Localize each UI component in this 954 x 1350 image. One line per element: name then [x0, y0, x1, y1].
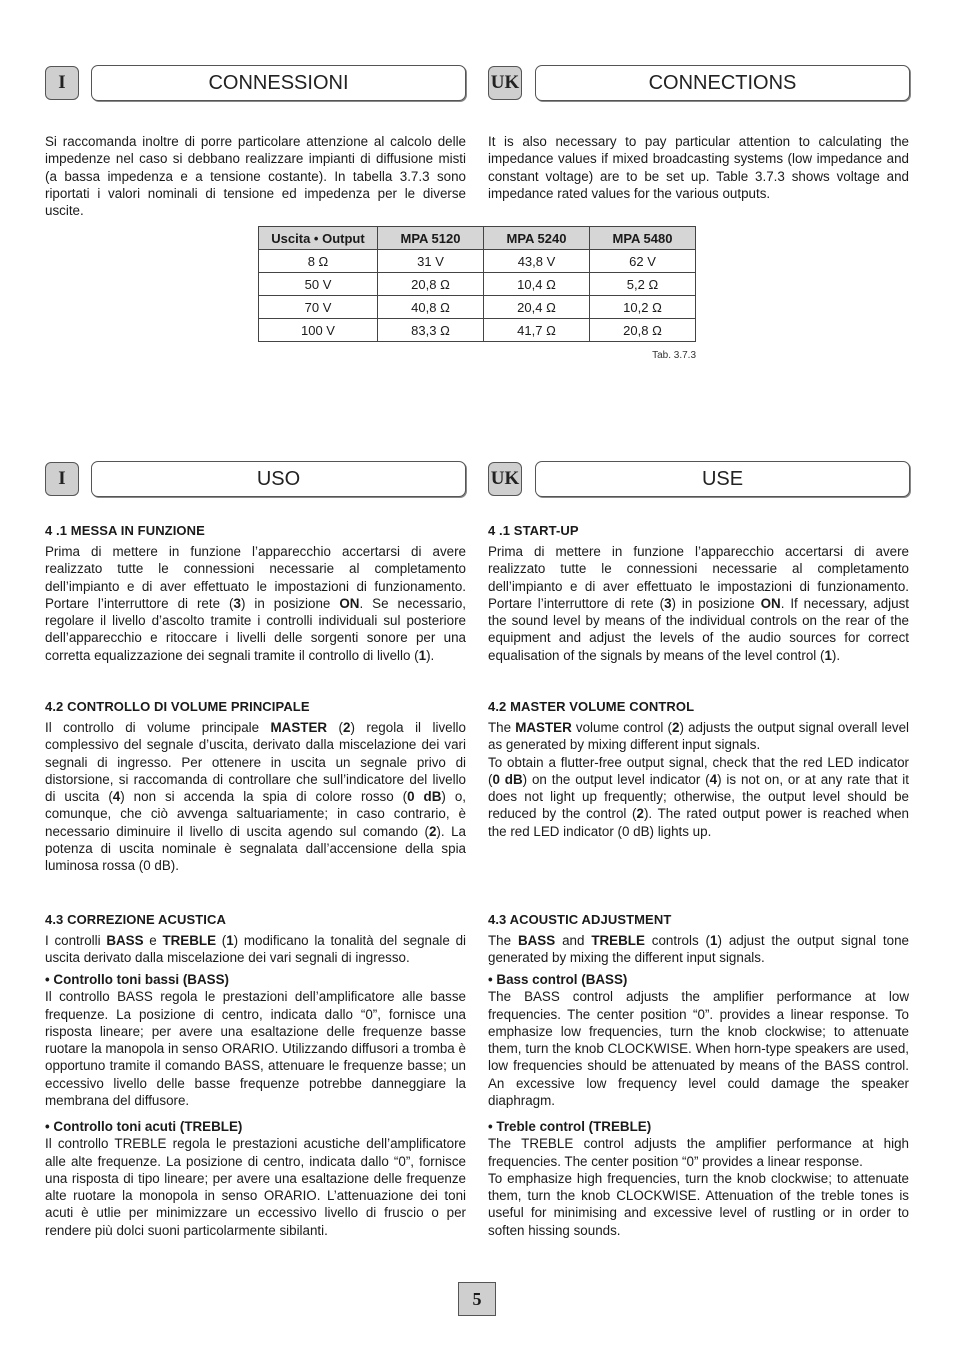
table-cell: 50 V: [259, 273, 378, 296]
table-cell: 5,2 Ω: [590, 273, 696, 296]
correzione-intro-paragraph: I controlli BASS e TREBLE (1) modificano la tonalità del segnale di uscita derivato dalla miscelazione dei vari segnali di ingresso.: [45, 933, 467, 966]
heading-start-up: 4 .1 START-UP: [488, 523, 579, 538]
table-cell: 8 Ω: [259, 250, 378, 273]
table-cell: 31 V: [378, 250, 484, 273]
acoustic-intro-paragraph: The BASS and TREBLE controls (1) adjust the output signal tone generated by mixing the different input signals.: [488, 933, 909, 966]
table-cell: 70 V: [259, 296, 378, 319]
table-cell: 10,2 Ω: [590, 296, 696, 319]
table-header-cell: Uscita • Output: [259, 227, 378, 250]
section-title-connessioni: CONNESSIONI: [91, 65, 466, 101]
treble-control-en: • Treble control (TREBLE) The TREBLE control adjusts the amplifier performance at high frequencies. The center position “0” provides a linear response. To emphasize high frequencies, turn the knob clockwise; to attenuate them, turn the knob CLOCKWISE. Attenuation of the treble tones is useful for minimising and excessive level of rustling or in order to soften hissing sounds.: [488, 1119, 909, 1238]
heading-messa-in-funzione: 4 .1 MESSA IN FUNZIONE: [45, 523, 205, 538]
impedance-table: [258, 226, 696, 342]
table-row: [259, 319, 696, 342]
table-cell: 20,8 Ω: [590, 319, 696, 342]
table-cell: 20,8 Ω: [378, 273, 484, 296]
table-cell: 43,8 V: [484, 250, 590, 273]
section-title-use: USE: [535, 461, 910, 497]
page-number: 5: [458, 1282, 496, 1316]
table-cell: 41,7 Ω: [484, 319, 590, 342]
table-cell: 62 V: [590, 250, 696, 273]
table-caption: Tab. 3.7.3: [652, 350, 696, 361]
treble-control-heading: • Treble control (TREBLE): [488, 1119, 652, 1134]
table-header-row: [259, 227, 696, 250]
bass-control-it: • Controllo toni bassi (BASS) Il controllo BASS regola le prestazioni dell’amplificatore alle basse frequenze. La posizione di centro, indicata dallo “0”, fornisce una risposta lineare; per avere una esaltazione delle frequenze basse ruotare la manopola in senso ORARIO. Utilizzando diffusori a tromba è opportuno tramite il comando BASS, attenuare le frequenze basse; un eccessivo livello delle basse frequenze potrebbe danneggiare la membrana del diffusore.: [45, 972, 466, 1109]
table-cell: 20,4 Ω: [484, 296, 590, 319]
connessioni-paragraph: Si raccomanda inoltre di porre particolare attenzione al calcolo delle impedenze nel caso si debbano realizzare impianti di diffusione misti (a bassa impedenza e a tensione costante). In tabella 3.7.3 sono riportati i valori nominali di tensione ed impedenza per le diverse uscite.: [45, 134, 466, 219]
table-row: [259, 273, 696, 296]
connections-paragraph: It is also necessary to pay particular attention to calculating the impedance values if mixed broadcasting systems (low impedance and constant voltage) are to be set up. Table 3.7.3 shows voltage and impedance rated values for the various outputs.: [488, 134, 909, 201]
table-cell: 40,8 Ω: [378, 296, 484, 319]
lang-badge-it: I: [45, 66, 79, 100]
heading-correzione-acustica: 4.3 CORREZIONE ACUSTICA: [45, 912, 226, 927]
start-up-paragraph: Prima di mettere in funzione l’apparecchio accertarsi di avere realizzato tutte le connessioni necessarie al completamento dell’impianto e di aver effettuato le impostazioni di funzionamento. Portare l’interruttore di rete (3) in posizione ON. If necessary, adjust the sound level by means of the individual controls on the rear of the equipment and adjust the levels of the audio sources for correct equalisation of the signals by means of the level control (1).: [488, 544, 909, 663]
master-volume-paragraph: The MASTER volume control (2) adjusts the output signal overall level as generated by mixing different input signals. To obtain a flutter-free output signal, check that the red LED indicator (0 dB) on the output level indicator (4) is not on, or at any rate that it does not light up frequently; otherwise, the output level should be reduced by the control (2). The rated output power is reached when the red LED indicator (0 dB) lights up.: [488, 720, 910, 839]
messa-in-funzione-paragraph: Prima di mettere in funzione l’apparecchio accertarsi di avere realizzato tutte le connessioni necessarie al completamento dell’impianto e di aver effettuato le impostazioni di funzionamento. Portare l’interruttore di rete (3) in posizione ON. Se necessario, regolare il livello d’ascolto tramite i controlli individuali sul posteriore dell’apparecchio e ritoccare i livelli delle sorgenti sonore per una corretta equalizzazione dei segnali tramite il controllo di livello (1).: [45, 544, 466, 663]
heading-acoustic-adjustment: 4.3 ACOUSTIC ADJUSTMENT: [488, 912, 672, 927]
table-row: [259, 250, 696, 273]
table-cell: 10,4 Ω: [484, 273, 590, 296]
lang-badge-uk: UK: [488, 66, 522, 100]
treble-control-it: • Controllo toni acuti (TREBLE) Il controllo TREBLE regola le prestazioni acustiche dell’amplificatore alle alte frequenze. La posizione di centro, indicata dallo “0”, fornisce una risposta di tipo lineare; per avere una esaltazione delle frequenze alte ruotare la monopola in senso ORARIO. L’attenuazione dei toni acuti è utlie per minimizzare un eccessivo livello di fruscio o per rendere più dolci suoni particolarmente sibilanti.: [45, 1119, 466, 1238]
controllo-volume-paragraph: Il controllo di volume principale MASTER (2) regola il livello complessivo del segnale d’uscita, derivato dalla miscelazione dei vari segnali di ingresso. Per ottenere in uscita un segnale privo di distorsione, si raccomanda di controllare che sull’indicatore del livello di uscita (4) non si accenda la spia di colore rosso (0 dB) o, comunque, che ciò avvenga saltuariamente; in caso contrario, è necessario diminuire il livello di uscita agendo sul comando (2). La potenza di uscita nominale è segnalata dall’accensione della spia luminosa rossa (0 dB).: [45, 720, 466, 874]
table-header-cell: MPA 5480: [590, 227, 696, 250]
heading-master-volume: 4.2 MASTER VOLUME CONTROL: [488, 699, 695, 714]
lang-badge-it: I: [45, 462, 79, 496]
section-title-connections: CONNECTIONS: [535, 65, 910, 101]
table-header-cell: MPA 5240: [484, 227, 590, 250]
section-title-uso: USO: [91, 461, 466, 497]
lang-badge-uk: UK: [488, 462, 522, 496]
table-header-cell: MPA 5120: [378, 227, 484, 250]
bass-control-heading: • Controllo toni bassi (BASS): [45, 972, 229, 987]
treble-control-heading: • Controllo toni acuti (TREBLE): [45, 1119, 243, 1134]
bass-control-heading: • Bass control (BASS): [488, 972, 628, 987]
table-cell: 83,3 Ω: [378, 319, 484, 342]
table-cell: 100 V: [259, 319, 378, 342]
bass-control-en: • Bass control (BASS) The BASS control adjusts the amplifier performance at low frequencies. The center position “0”. provides a linear response. To emphasize low frequencies, turn the knob clockwise; to attenuate them, turn the knob CLOCKWISE. When horn-type speakers are used, low frequencies should be attenuated by means of the BASS control. An excessive low frequency level could damage the speaker diaphragm.: [488, 972, 909, 1109]
heading-controllo-volume: 4.2 CONTROLLO DI VOLUME PRINCIPALE: [45, 699, 310, 714]
table-row: [259, 296, 696, 319]
